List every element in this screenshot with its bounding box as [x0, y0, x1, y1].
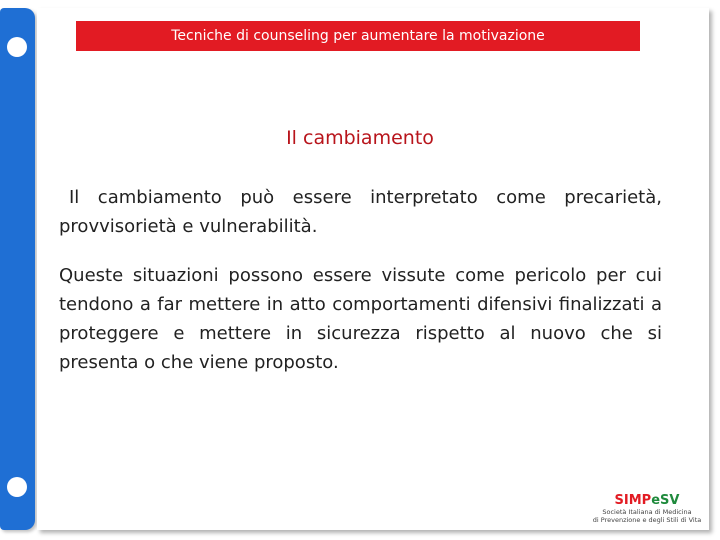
- slide-heading: Il cambiamento: [286, 127, 434, 149]
- sidebar-bar: [0, 8, 35, 530]
- logo-mark: [592, 493, 702, 508]
- slide-content: [59, 183, 662, 397]
- banner-title: Tecniche di counseling per aumentare la motivazione: [76, 21, 640, 51]
- logo-name-part2: eSV: [651, 493, 680, 508]
- simpesv-logo: [592, 493, 702, 527]
- sidebar-dot-bottom: [7, 477, 27, 497]
- logo-subtitle-line1: Società Italiana di Medicina: [602, 508, 692, 516]
- paragraph-2: Queste situazioni possono essere vissute come pericolo per cui tendono a far mettere in atto comportamenti difensivi finalizzati a proteggere e mettere in sicurezza rispetto al nuovo che si presenta o che viene proposto.: [59, 265, 662, 373]
- sidebar-dot-top: [7, 37, 27, 57]
- logo-subtitle-line2: di Prevenzione e degli Stili di Vita: [592, 516, 702, 524]
- paragraph-1: Il cambiamento può essere interpretato come precarietà, provvisorietà e vulnerabilità.: [59, 187, 662, 237]
- logo-name-part1: SIMP: [614, 493, 652, 508]
